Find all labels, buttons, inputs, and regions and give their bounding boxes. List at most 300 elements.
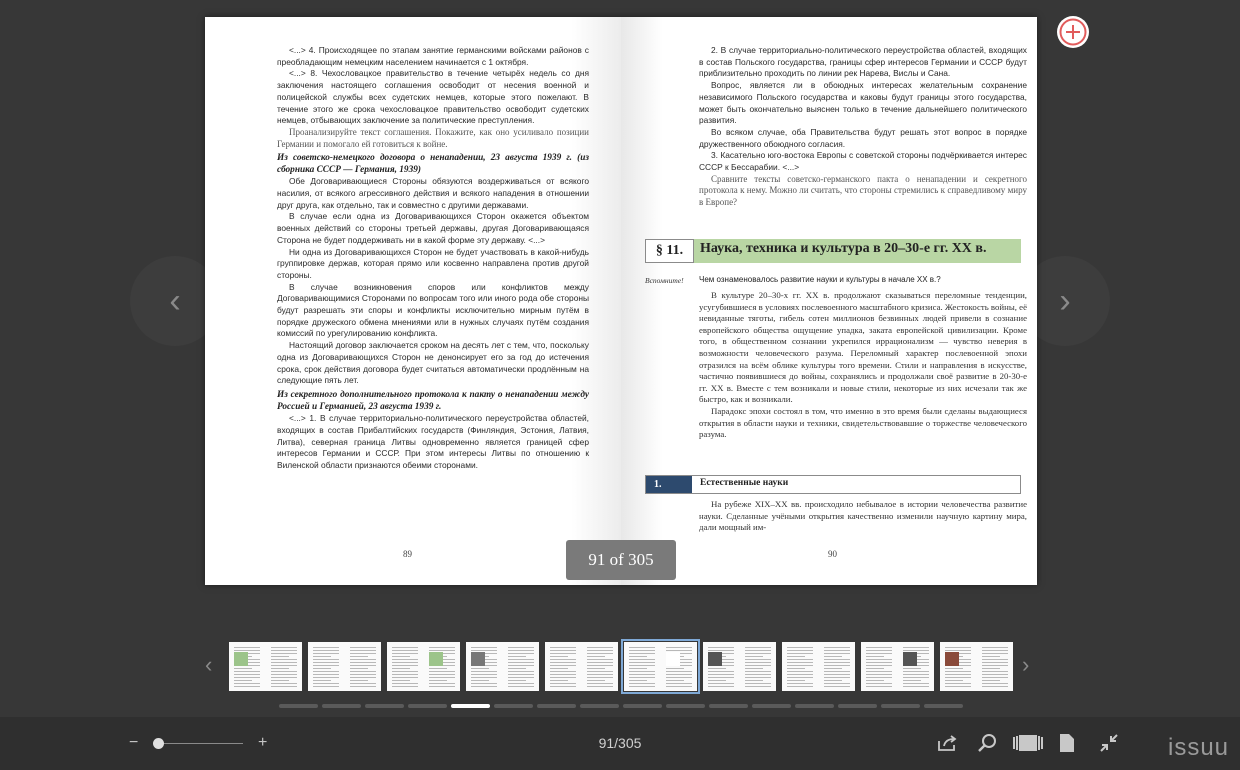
thumbnail-page [819, 642, 855, 691]
thumbnail-text-line [866, 677, 892, 678]
page-spread[interactable] [205, 17, 1037, 585]
share-button[interactable] [936, 732, 958, 759]
thumbnail-text-line [982, 674, 1008, 675]
scrubber-segment[interactable] [580, 704, 619, 708]
thumbnail-text-line [708, 674, 734, 675]
thumbnail-text-line [508, 659, 534, 660]
thumbnail-text-line [550, 650, 576, 651]
thumbnail-text-line [271, 650, 297, 651]
thumbnail-text-line [234, 677, 260, 678]
thumbnail-text-line [392, 686, 418, 687]
thumbnail-text-line [745, 674, 771, 675]
page-thumbnail[interactable] [782, 642, 855, 691]
thumbnail-page [861, 642, 897, 691]
thumbnail-text-line [550, 674, 576, 675]
thumbnail-text-line [787, 659, 813, 660]
thumbnail-text-line [587, 665, 613, 666]
thumbnail-text-line [787, 662, 813, 663]
scrubber-segment[interactable] [924, 704, 963, 708]
remember-label: Вспомните! [645, 276, 684, 285]
scrubber-segment[interactable] [408, 704, 447, 708]
thumbnail-text-line [824, 677, 850, 678]
thumbnail-text-line [550, 671, 576, 672]
thumbnail-text-line [550, 647, 576, 648]
thumbnail-text-line [429, 686, 455, 687]
thumbnail-text-line [708, 686, 734, 687]
add-to-stack-icon [1059, 18, 1087, 46]
thumbnail-text-line [392, 647, 418, 648]
thumbnail-page [940, 642, 976, 691]
scrubber-segment[interactable] [537, 704, 576, 708]
thumbnail-text-line [787, 650, 813, 651]
thumbnail-text-line [550, 683, 576, 684]
thumbnail-text-line [350, 686, 376, 687]
thumbnail-text-line [429, 683, 455, 684]
thumbnail-page [229, 642, 265, 691]
thumbnail-text-line [903, 650, 929, 651]
thumbnail-text-line [629, 653, 655, 654]
thumbnail-text-line [945, 671, 971, 672]
thumbnail-text-line [350, 662, 376, 663]
task-text: Сравните тексты советско-германского пакта о ненападении и секретного протокола к нему. Можно ли считать, что стороны стремились к справедливому миру в Европе? [699, 173, 1027, 207]
thumbnail-text-line [392, 677, 418, 678]
thumbnail-text-line [313, 668, 331, 669]
thumbnail-text-line [982, 650, 1008, 651]
thumbnail-text-line [629, 650, 655, 651]
thumbnail-text-line [429, 668, 447, 669]
thumbnail-text-line [392, 662, 418, 663]
thumbnail-text-line [824, 674, 850, 675]
chevron-right-icon: › [1059, 281, 1071, 320]
thumbnail-text-line [350, 677, 376, 678]
thumbnail-text-line [629, 662, 655, 663]
thumbnail-text-line [745, 683, 771, 684]
right-page-text-top [699, 45, 1027, 209]
thumbnail-text-line [945, 650, 971, 651]
scrubber-segment[interactable] [709, 704, 748, 708]
paragraph: В случае если одна из Договаривающихся Сторон окажется объектом военных действий со стороны третьей державы, другая Договаривающаяся Сторона не будет поддерживать ни в какой форме эту державу. <...> [277, 211, 589, 245]
thumbnail-text-line [313, 671, 339, 672]
thumbnail-prev-button[interactable] [205, 652, 212, 678]
thumbnail-illustration [945, 652, 959, 666]
thumbnail-text-line [866, 653, 892, 654]
thumbnail-text-line [708, 650, 734, 651]
thumbnail-text-line [708, 677, 734, 678]
paragraph: Обе Договаривающиеся Стороны обязуются воздерживаться от всякого насилия, от всякого агрессивного действия и всякого нападения в отношении друг друга, как отдельно, так и совместно с другими державами. [277, 176, 589, 210]
thumbnail-text-line [629, 647, 655, 648]
paragraph: Вопрос, является ли в обоюдных интересах желательным сохранение независимого Польского государства и каковы будут границы этого государства, может быть окончательно выяснен только в течение дальнейшего политического развития. [699, 80, 1027, 126]
single-page-icon [1058, 732, 1076, 754]
search-button[interactable] [976, 732, 998, 759]
section-title: Наука, техника и культура в 20–30-е гг. XX в. [700, 241, 987, 256]
section-body [699, 290, 1027, 441]
thumbnail-text-line [392, 650, 418, 651]
scrubber-segment[interactable] [623, 704, 662, 708]
thumbnail-text-line [392, 674, 418, 675]
thumbnail-text-line [982, 656, 1000, 657]
page-number: 90 [828, 549, 837, 559]
page-indicator-badge: 91 of 305 [566, 540, 676, 580]
thumbnail-text-line [508, 671, 534, 672]
thumbnail-text-line [629, 665, 655, 666]
scrubber-segment[interactable] [752, 704, 791, 708]
thumbnail-text-line [350, 665, 376, 666]
thumbnail-text-line [666, 650, 692, 651]
thumbnail-text-line [866, 656, 884, 657]
thumbnail-text-line [629, 671, 655, 672]
thumbnail-text-line [666, 674, 692, 675]
thumbnail-text-line [508, 668, 526, 669]
thumbnail-text-line [313, 680, 331, 681]
thumbnail-page [387, 642, 423, 691]
thumbnail-text-line [629, 680, 647, 681]
thumbnail-text-line [271, 647, 297, 648]
thumbnail-text-line [787, 674, 813, 675]
scrubber-segment[interactable] [494, 704, 533, 708]
thumbnail-text-line [587, 656, 605, 657]
zoom-in-button[interactable]: + [258, 734, 268, 751]
thumbnail-illustration [429, 652, 443, 666]
section-number: § 11. [645, 239, 694, 263]
thumbnail-text-line [471, 683, 497, 684]
thumbnail-strip [0, 640, 1240, 694]
thumbnail-text-line [550, 686, 576, 687]
thumbnail-text-line [666, 680, 684, 681]
thumbnail-text-line [866, 671, 892, 672]
thumbnail-text-line [392, 668, 410, 669]
thumbnail-text-line [787, 647, 813, 648]
thumbnail-text-line [982, 668, 1000, 669]
section-header [645, 239, 1021, 263]
search-icon [976, 732, 998, 754]
right-page [621, 17, 1037, 585]
thumbnail-text-line [471, 647, 497, 648]
thumbnail-text-line [787, 653, 813, 654]
document-heading: Из советско-немецкого договора о ненападении, 23 августа 1939 г. (из сборника СССР — Германия, 1939) [277, 153, 589, 175]
thumbnail-text-line [666, 683, 692, 684]
thumbnail-text-line [666, 677, 692, 678]
thumbnail-next-button[interactable] [1022, 652, 1029, 678]
thumbnail-text-line [392, 659, 418, 660]
scrubber-segment[interactable] [666, 704, 705, 708]
paragraph: Во всяком случае, оба Правительства будут решать этот вопрос в порядке дружественного обоюдного согласия. [699, 126, 1027, 149]
thumbnail-text-line [824, 665, 850, 666]
thumbnail-text-line [271, 665, 297, 666]
thumbnail-text-line [982, 671, 1008, 672]
thumbnail-illustration [471, 652, 485, 666]
thumbnail-text-line [982, 665, 1008, 666]
thumbnail-text-line [982, 659, 1008, 660]
thumbnail-text-line [313, 677, 339, 678]
thumbnail-text-line [550, 680, 568, 681]
paragraph: <...> 4. Происходящее по этапам занятие германскими войсками районов с преобладающим немецким населением начинается с 1 октября. [277, 45, 589, 67]
paragraph: 2. В случае территориально-политического переустройства областей, входящих в состав Польского государства, границы сфер интересов Германии и СССР будут приблизительно проходить по линии рек Нарева, Вислы и Сана. [699, 45, 1027, 79]
thumbnail-text-line [629, 686, 655, 687]
thumbnail-text-line [234, 680, 252, 681]
thumbnail-text-line [271, 656, 289, 657]
page-number: 89 [403, 549, 412, 559]
thumbnail-text-line [787, 683, 813, 684]
thumbnail-page [740, 642, 776, 691]
thumbnail-text-line [787, 677, 813, 678]
thumbnail-text-line [392, 653, 418, 654]
left-page [205, 17, 621, 585]
thumbnail-text-line [350, 647, 376, 648]
thumbnail-text-line [708, 680, 726, 681]
thumbnail-text-line [629, 674, 655, 675]
bottom-toolbar [0, 717, 1240, 770]
scrubber-segment[interactable] [322, 704, 361, 708]
thumbnail-text-line [629, 683, 655, 684]
thumbnail-text-line [392, 671, 418, 672]
page-thumbnail[interactable] [466, 642, 539, 691]
thumbnail-illustration [234, 652, 248, 666]
thumbnail-text-line [708, 671, 734, 672]
thumbnail-text-line [903, 674, 929, 675]
paragraph: Настоящий договор заключается сроком на десять лет с тем, что, поскольку одна из Договаривающихся Сторон не денонсирует его за год до истечения срока, срок действия договора будет считаться автоматически продлённым на следующие пять лет. [277, 340, 589, 386]
thumbnail-text-line [587, 668, 605, 669]
thumbnail-text-line [471, 680, 489, 681]
thumbnail-text-line [945, 680, 963, 681]
thumbnail-page [466, 642, 502, 691]
thumbnail-text-line [587, 653, 613, 654]
thumbnail-page [308, 642, 344, 691]
thumbnail-text-line [787, 668, 805, 669]
thumbnail-page [503, 642, 539, 691]
thumbnail-page [977, 642, 1013, 691]
thumbnail-text-line [824, 650, 850, 651]
thumbnail-text-line [392, 680, 410, 681]
thumbnail-text-line [745, 653, 771, 654]
thumbnail-text-line [945, 674, 971, 675]
thumbnail-text-line [508, 665, 534, 666]
scrubber-segment[interactable] [365, 704, 404, 708]
paragraph: Парадокс эпохи состоял в том, что именно в это время были сделаны выдающиеся открытия в области науки и техники, свидетельствовавшие о торжестве человеческого разума. [699, 405, 1027, 440]
thumbnail-text-line [587, 650, 613, 651]
thumbnail-text-line [429, 674, 455, 675]
thumbnail-text-line [982, 647, 1008, 648]
thumbnail-text-line [471, 650, 497, 651]
subsection-title: Естественные науки [700, 478, 789, 488]
thumbnail-text-line [666, 668, 684, 669]
thumbnail-text-line [471, 674, 497, 675]
thumbnail-page [703, 642, 739, 691]
zoom-out-button[interactable]: − [129, 734, 139, 751]
scrubber-segment[interactable] [451, 704, 490, 708]
thumbnail-text-line [350, 671, 376, 672]
exit-fullscreen-icon [1098, 732, 1120, 754]
thumbnail-text-line [429, 680, 447, 681]
paragraph: На рубеже XIX–XX вв. происходило небывалое в истории человечества развитие науки. Сделанные учёными открытия качественно изменили научную картину мира, дали мощный им- [699, 499, 1027, 533]
thumbnail-text-line [745, 686, 771, 687]
thumbnail-text-line [271, 662, 297, 663]
scrubber-segment[interactable] [279, 704, 318, 708]
thumbnail-text-line [745, 671, 771, 672]
paragraph: В культуре 20–30-х гг. XX в. продолжают сказываться переломные тенденции, усугубившиеся в условиях послевоенного масштабного кризиса. Жестокость войны, её невиданные тяготы, гибель сотен миллионов безвинных людей привели в сознание европейского общества ощущение упадка, заката европейской цивилизации. Кроме того, в общественном сознании укрепился иррационализм — чувство неверия в возможности человеческого разума. Переломный характер послевоенной эпохи отразился на всём облике культуры того времени. Стили и направления в искусстве, частично появившиеся до войны, сохранялись и продолжали своё развитие в 20-30-е гг. XX в. Вместе с тем возникали и новые стили, некоторые из них исчезали так же быстро, как и возникали. [699, 290, 1027, 405]
scrubber-segment[interactable] [881, 704, 920, 708]
thumbnail-text-line [350, 653, 376, 654]
thumbnail-text-line [824, 656, 842, 657]
thumbnail-text-line [824, 671, 850, 672]
thumbnail-text-line [471, 686, 497, 687]
page-thumbnail[interactable] [861, 642, 934, 691]
thumbnail-text-line [429, 677, 455, 678]
thumbnail-text-line [234, 650, 260, 651]
thumbnail-text-line [824, 668, 842, 669]
thumbnail-text-line [745, 647, 771, 648]
thumbnail-text-line [745, 650, 771, 651]
thumbnail-text-line [787, 686, 813, 687]
zoom-slider-handle[interactable] [153, 738, 164, 749]
page-thumbnail[interactable] [308, 642, 381, 691]
zoom-slider-track[interactable] [158, 743, 243, 744]
thumbnail-text-line [945, 647, 971, 648]
page-scrubber[interactable] [0, 704, 1240, 710]
thumbnail-text-line [982, 653, 1008, 654]
paragraph: В случае возникновения споров или конфликтов между Договаривающимися Сторонами по вопросам того или иного рода обе стороны будут разрешать эти споры и конфликты исключительно мирным путём в порядке дружеского обмена мнениями или в нужных случаях путём создания комиссий по урегулированию конфликта. [277, 281, 589, 339]
paragraph: <...> 1. В случае территориально-политического переустройства областей, входящих в состав Прибалтийских государств (Финляндия, Эстония, Латвия, Литва), северная граница Литвы одновременно является границей сфер интересов Германии и СССР. При этом интересы Литвы по отношению к Виленской области признаются обеими сторонами. [277, 413, 589, 470]
thumbnail-text-line [866, 683, 892, 684]
thumbnail-text-line [350, 668, 368, 669]
thumbnail-page [545, 642, 581, 691]
thumbnail-text-line [866, 662, 892, 663]
thumbnail-text-line [945, 683, 971, 684]
page-thumbnail[interactable] [387, 642, 460, 691]
thumbnail-text-line [982, 686, 1008, 687]
thumbnail-text-line [866, 686, 892, 687]
thumbnail-text-line [429, 650, 455, 651]
thumbnail-text-line [945, 677, 971, 678]
thumbnail-text-line [787, 665, 813, 666]
thumbnail-text-line [508, 650, 534, 651]
thumbnail-text-line [508, 683, 534, 684]
scrubber-segment[interactable] [838, 704, 877, 708]
thumbnail-illustration [666, 652, 680, 666]
page-thumbnail[interactable] [229, 642, 302, 691]
issuu-logo[interactable]: issuu [1168, 734, 1230, 761]
chevron-right-icon: › [1022, 652, 1030, 677]
thumbnail-text-line [313, 674, 339, 675]
thumbnail-text-line [787, 656, 805, 657]
thumbnail-text-line [234, 668, 252, 669]
thumbnail-text-line [587, 683, 613, 684]
thumbnail-text-line [350, 656, 368, 657]
thumbnail-text-line [903, 677, 929, 678]
thumbnail-text-line [903, 668, 921, 669]
page-thumbnail[interactable] [703, 642, 776, 691]
thumbnail-text-line [550, 668, 568, 669]
thumbnail-text-line [745, 659, 771, 660]
thumbnail-text-line [587, 677, 613, 678]
thumbnail-text-line [787, 671, 813, 672]
thumbnail-text-line [550, 659, 576, 660]
thumbnail-text-line [629, 668, 647, 669]
document-heading: Из секретного дополнительного протокола к пакту о ненападении между Россией и Германией, 23 августа 1939 г. [277, 389, 589, 412]
thumbnail-text-line [508, 686, 534, 687]
thumbnail-text-line [313, 683, 339, 684]
thumbnail-text-line [313, 662, 339, 663]
thumbnail-text-line [903, 686, 929, 687]
thumbnail-text-line [708, 683, 734, 684]
thumbnail-text-line [629, 656, 647, 657]
thumbnail-text-line [587, 674, 613, 675]
single-page-button[interactable] [1058, 732, 1076, 759]
thumbnail-text-line [313, 659, 339, 660]
thumbnail-text-line [866, 650, 892, 651]
thumbnail-page [661, 642, 697, 691]
thumbnail-text-line [271, 671, 297, 672]
thumbnail-text-line [508, 674, 534, 675]
thumbnail-text-line [350, 650, 376, 651]
task-text: Проанализируйте текст соглашения. Покажите, как оно усиливало позиции Германии и помогало ей готовиться к войне. [277, 126, 589, 149]
thumbnail-text-line [550, 656, 568, 657]
thumbnail-illustration [708, 652, 722, 666]
thumbnail-text-line [271, 686, 297, 687]
thumbnail-text-line [866, 665, 892, 666]
page-thumbnail[interactable] [545, 642, 618, 691]
thumbnail-page [582, 642, 618, 691]
page-thumbnail[interactable] [940, 642, 1013, 691]
add-to-stack-button[interactable] [1057, 16, 1089, 48]
thumbnail-page [782, 642, 818, 691]
thumbnail-text-line [945, 686, 971, 687]
thumbnail-text-line [392, 665, 418, 666]
thumbnail-text-line [234, 683, 260, 684]
thumbnail-text-line [824, 647, 850, 648]
spread-view-button[interactable] [1011, 732, 1045, 759]
page-thumbnail[interactable] [624, 642, 697, 691]
thumbnail-text-line [866, 674, 892, 675]
thumbnail-text-line [471, 671, 497, 672]
thumbnail-text-line [587, 647, 613, 648]
thumbnail-page [898, 642, 934, 691]
thumbnail-page [345, 642, 381, 691]
thumbnail-text-line [429, 647, 455, 648]
paragraph: <...> 8. Чехословацкое правительство в течение четырёх недель со дня заключения настоящего соглашения освободит от несения военной и полицейской службы всех судетских немцев, которые этого пожелают. В течение этого же срока чехословацкое правительство освободит судетских немцев, отбывающих заключение за политические преступления. [277, 68, 589, 126]
thumbnail-page [266, 642, 302, 691]
scrubber-segment[interactable] [795, 704, 834, 708]
thumbnail-text-line [745, 665, 771, 666]
thumbnail-text-line [350, 683, 376, 684]
thumbnail-text-line [824, 680, 842, 681]
thumbnail-text-line [824, 683, 850, 684]
thumbnail-text-line [271, 680, 289, 681]
thumbnail-text-line [587, 662, 613, 663]
thumbnail-text-line [708, 668, 726, 669]
thumbnail-text-line [982, 683, 1008, 684]
thumbnail-text-line [587, 686, 613, 687]
thumbnail-text-line [945, 668, 963, 669]
thumbnail-text-line [313, 656, 331, 657]
thumbnail-text-line [271, 659, 297, 660]
thumbnail-text-line [903, 683, 929, 684]
thumbnail-text-line [508, 647, 534, 648]
thumbnail-text-line [745, 677, 771, 678]
thumbnail-text-line [508, 680, 526, 681]
thumbnail-text-line [866, 659, 892, 660]
thumbnail-text-line [429, 671, 455, 672]
page-counter: 91/305 [598, 735, 642, 751]
spread-view-icon [1011, 732, 1045, 754]
thumbnail-text-line [234, 671, 260, 672]
exit-fullscreen-button[interactable] [1098, 732, 1120, 759]
thumbnail-illustration [903, 652, 917, 666]
thumbnail-text-line [392, 683, 418, 684]
chevron-left-icon: ‹ [169, 281, 181, 320]
thumbnail-text-line [745, 680, 763, 681]
thumbnail-text-line [629, 677, 655, 678]
thumbnail-text-line [866, 668, 884, 669]
